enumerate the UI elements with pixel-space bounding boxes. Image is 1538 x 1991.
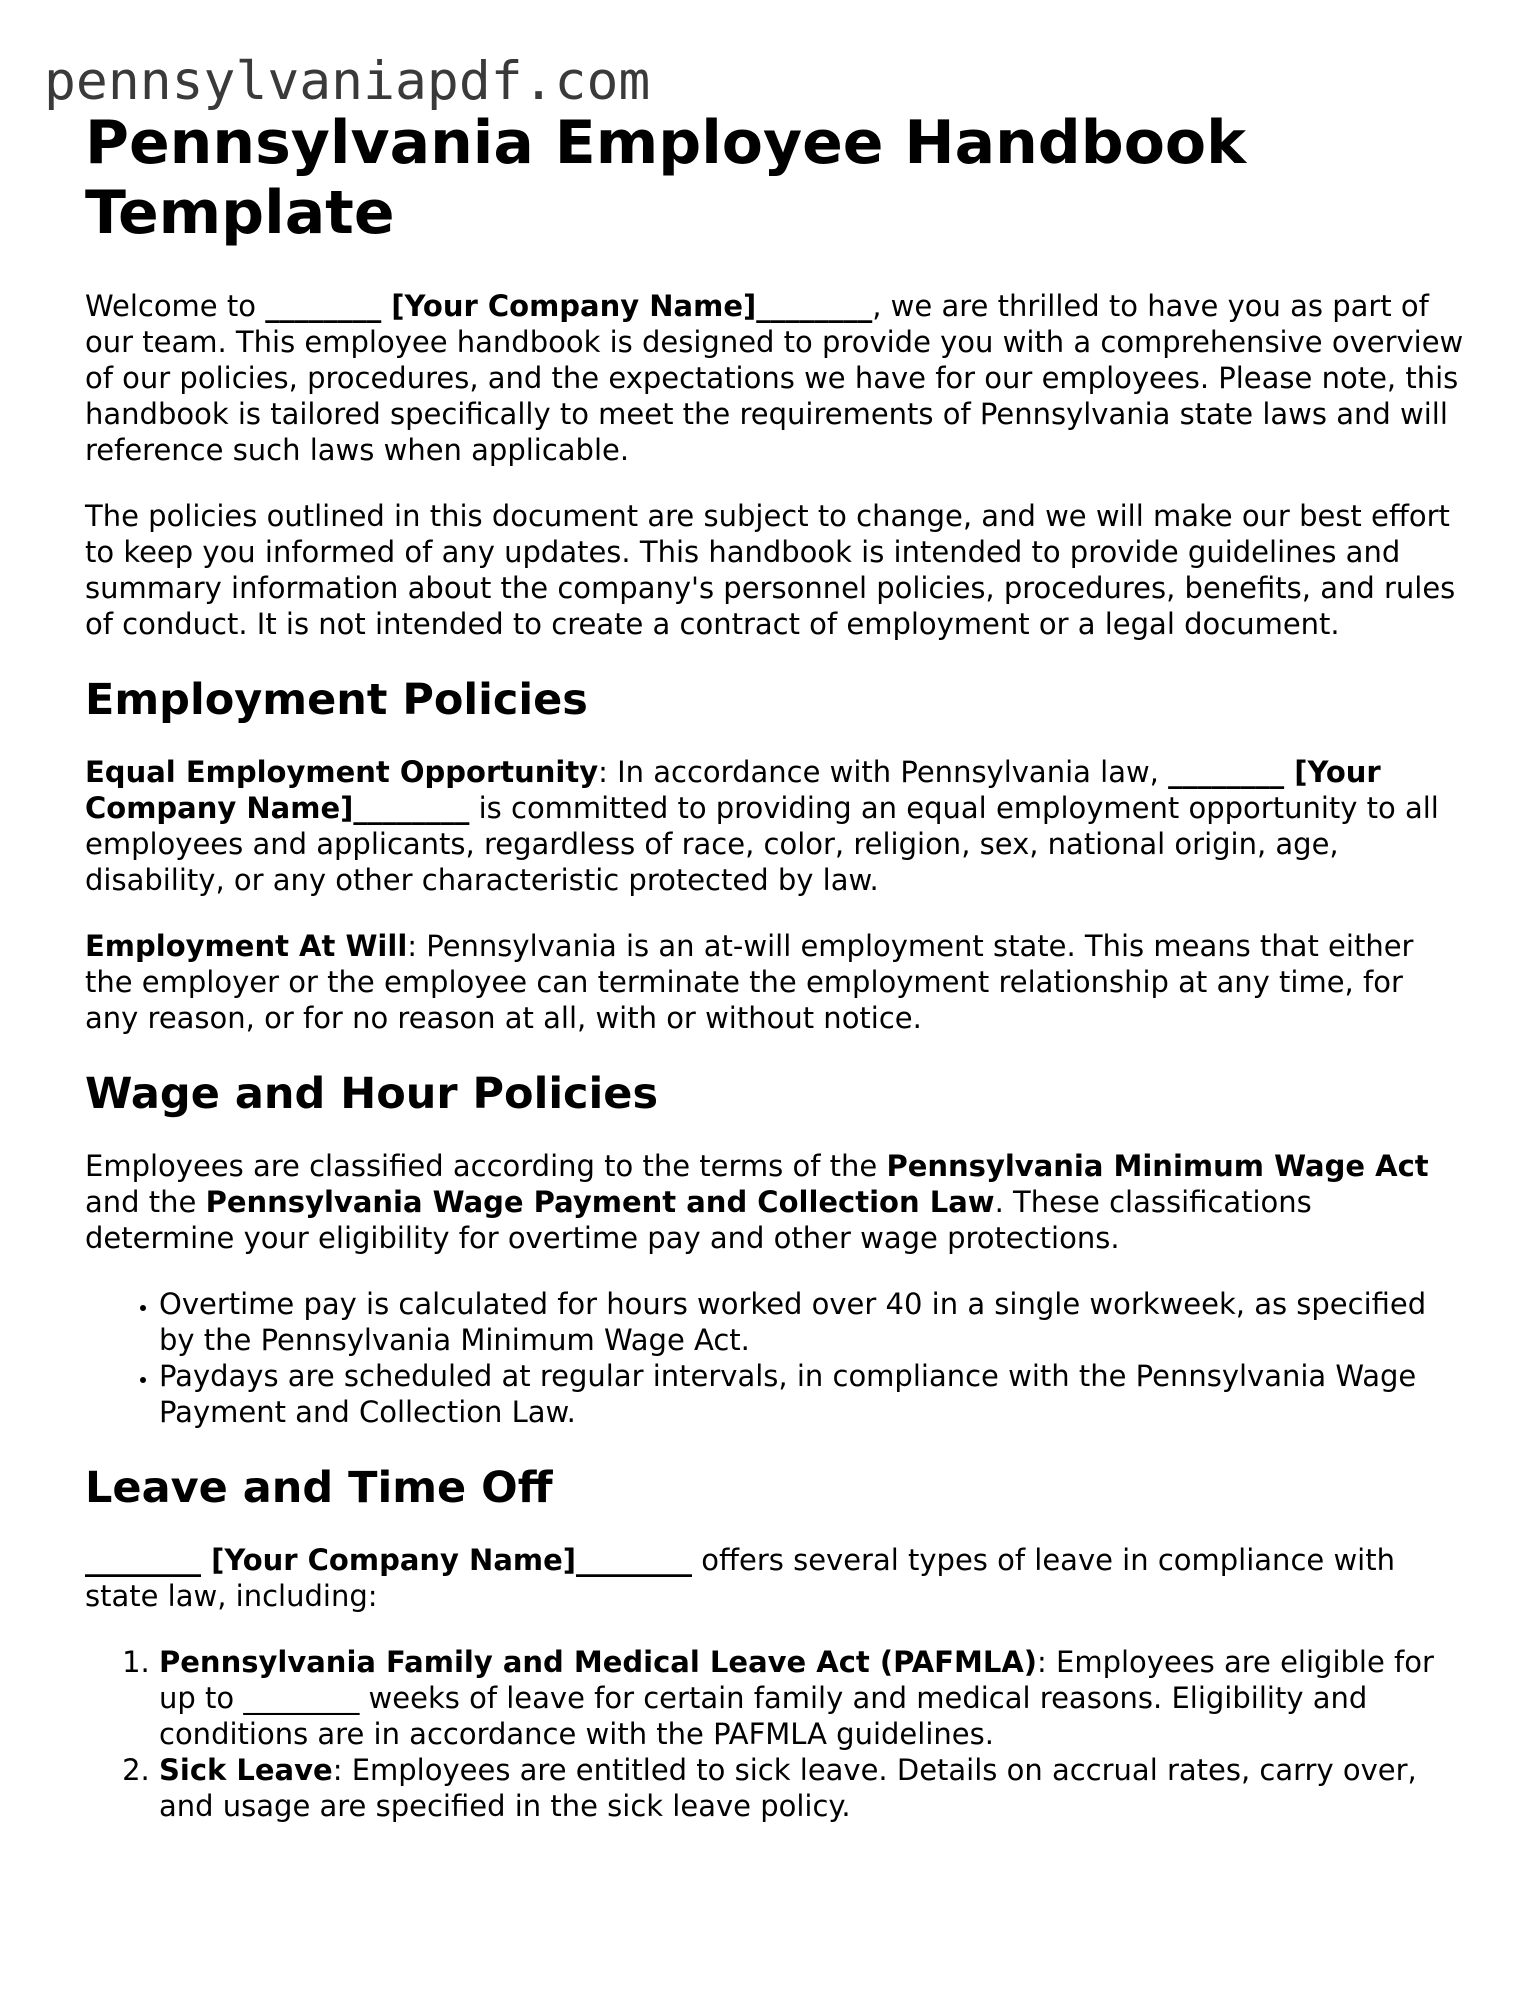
watermark: pennsylvaniapdf.com <box>44 51 651 112</box>
eeo-paragraph <box>85 754 1465 898</box>
document-body <box>85 108 1465 1854</box>
company-name-blank: ________ [Your Company Name]________ <box>265 289 873 323</box>
at-will-text: : Pennsylvania is an at-will employment state. This means that either the employer or the employee can terminate the employment relationship at any time, for any reason, or for no reason at all, with or without notice. <box>85 929 1414 1035</box>
list-item <box>159 1644 1465 1752</box>
law-name-min-wage: Pennsylvania Minimum Wage Act <box>886 1149 1429 1183</box>
law-name-wage-payment: Pennsylvania Wage Payment and Collection Law <box>205 1185 995 1219</box>
leave-type-text: : Employees are eligible for up to ________ weeks of leave for certain family and medical reasons. Eligibility and conditions are in accordance with the PAFMLA guidelines. <box>159 1645 1434 1751</box>
list-item: • Paydays are scheduled at regular intervals, in compliance with the Pennsylvania Wage Payment and Collection Law. <box>159 1358 1465 1430</box>
wage-intro-paragraph <box>85 1148 1465 1256</box>
intro-paragraph-1 <box>85 288 1465 468</box>
leave-intro-text: offers several types of leave in compliance with state law, including: <box>85 1543 1395 1613</box>
eeo-label: Equal Employment Opportunity <box>85 755 599 789</box>
wage-list <box>85 1286 1465 1430</box>
list-item <box>159 1752 1465 1824</box>
wage-text-b: and the <box>85 1185 206 1219</box>
leave-list <box>85 1644 1465 1824</box>
company-name-blank: ________ [Your Company Name]________ <box>85 1543 693 1577</box>
eeo-text-b: is committed to providing an equal employment opportunity to all employees and applicants, regardless of race, color, religion, sex, national origin, age, disability, or any other characteristic protected by law. <box>85 791 1439 897</box>
eeo-text-a: : In accordance with Pennsylvania law, <box>598 755 1169 789</box>
at-will-label: Employment At Will <box>85 929 408 963</box>
intro-paragraph-2: The policies outlined in this document are subject to change, and we will make our best effort to keep you informed of any updates. This handbook is intended to provide guidelines and summary information about the company's personnel policies, procedures, benefits, and rules of conduct. It is not intended to create a contract of employment or a legal document. <box>85 499 1456 641</box>
wage-text-c: . These classifications determine your eligibility for overtime pay and other wage protections. <box>85 1185 1312 1255</box>
leave-type-text: : Employees are entitled to sick leave. Details on accrual rates, carry over, and usage are specified in the sick leave policy. <box>159 1753 1417 1823</box>
list-item: • Overtime pay is calculated for hours worked over 40 in a single workweek, as specified by the Pennsylvania Minimum Wage Act. <box>159 1286 1465 1358</box>
leave-type-label: Sick Leave <box>159 1753 333 1787</box>
wage-text-a: Employees are classified according to the terms of the <box>85 1149 887 1183</box>
section-heading-wage: Wage and Hour Policies <box>85 1069 659 1119</box>
leave-type-label: Pennsylvania Family and Medical Leave Act (PAFMLA) <box>159 1645 1038 1679</box>
section-heading-employment: Employment Policies <box>85 675 588 725</box>
intro-text-a: Welcome to <box>85 289 266 323</box>
company-name-blank: ________ [Your Company Name]________ <box>85 755 1381 825</box>
section-heading-leave: Leave and Time Off <box>85 1463 553 1513</box>
intro-text-b: , we are thrilled to have you as part of our team. This employee handbook is designed to provide you with a comprehensive overview of our policies, procedures, and the expectations we have for our employees. Please note, this handbook is tailored specifically to meet the requirements of Pennsylvania state laws and will reference such laws when applicable. <box>85 289 1464 467</box>
leave-intro-paragraph <box>85 1542 1465 1614</box>
page-title: Pennsylvania Employee Handbook Template <box>85 108 1247 248</box>
at-will-paragraph <box>85 928 1465 1036</box>
